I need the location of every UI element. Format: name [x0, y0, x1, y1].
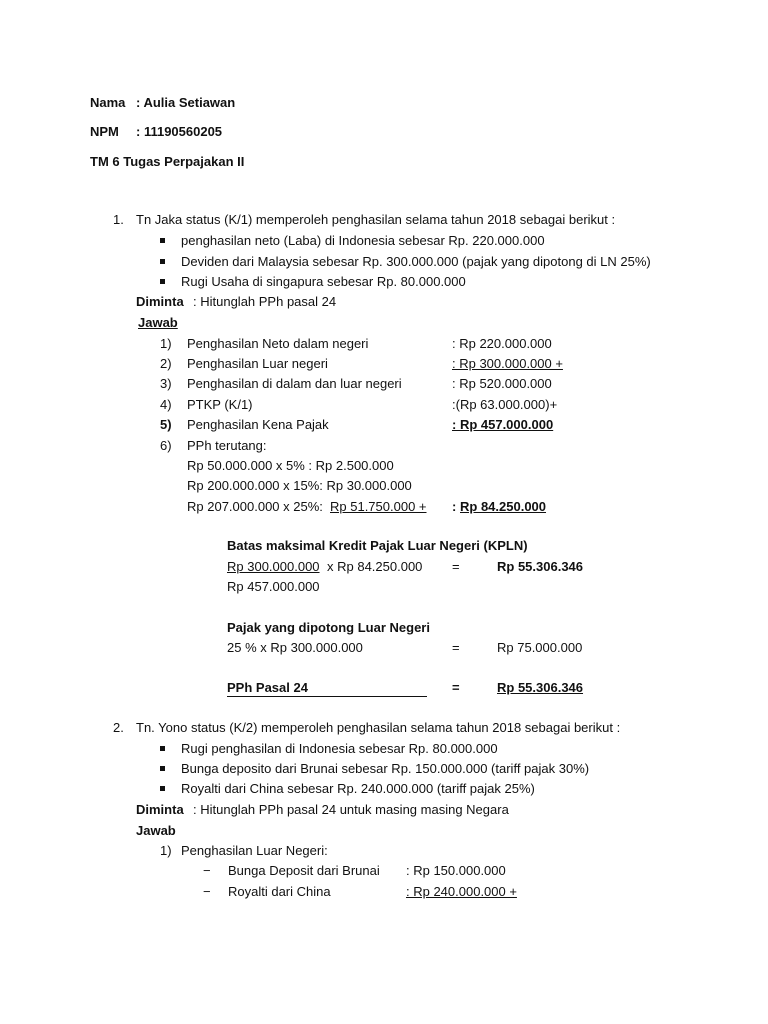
dipotong-eq: =: [452, 640, 460, 655]
nama-label: Nama: [90, 95, 126, 110]
kpln-title: Batas maksimal Kredit Pajak Luar Negeri (KPLN): [227, 538, 528, 553]
q1-step-num: 1): [160, 336, 172, 351]
q2-subitem-label: Bunga Deposit dari Brunai: [228, 863, 380, 878]
q1-step-num: 6): [160, 438, 172, 453]
q1-step-label: Penghasilan Neto dalam negeri: [187, 336, 369, 351]
q1-step-num: 5): [160, 417, 172, 432]
q2-step-num: 1): [160, 843, 172, 858]
q1-tax-total: Rp 84.250.000: [460, 499, 547, 514]
kpln-result: Rp 55.306.346: [497, 559, 584, 574]
q2-bullet-3: Royalti dari China sebesar Rp. 240.000.000 (tariff pajak 25%): [181, 781, 535, 796]
q1-prompt: Tn Jaka status (K/1) memperoleh penghasilan selama tahun 2018 sebagai berikut :: [136, 212, 616, 227]
q2-diminta-label: Diminta: [136, 802, 184, 817]
q1-step-value: : Rp 220.000.000: [452, 336, 552, 351]
dipotong-result: Rp 75.000.000: [497, 640, 583, 655]
pph24-label: PPh Pasal 24: [227, 680, 427, 697]
q1-bullet-3: Rugi Usaha di singapura sebesar Rp. 80.000.000: [181, 274, 466, 289]
q1-tax-total-colon: :: [452, 499, 457, 514]
q1-bullet-2: Deviden dari Malaysia sebesar Rp. 300.000.000 (pajak yang dipotong di LN 25%): [181, 254, 651, 269]
q2-subitem-value: : Rp 240.000.000 +: [406, 884, 517, 899]
q2-subitem-label: Royalti dari China: [228, 884, 331, 899]
kpln-denominator: Rp 457.000.000: [227, 579, 320, 594]
q2-diminta-text: : Hitunglah PPh pasal 24 untuk masing masing Negara: [193, 802, 509, 817]
q2-prompt: Tn. Yono status (K/2) memperoleh penghasilan selama tahun 2018 sebagai berikut :: [136, 720, 621, 735]
q1-number: 1.: [113, 212, 124, 227]
q1-step-label: Penghasilan di dalam dan luar negeri: [187, 376, 402, 391]
page-title: TM 6 Tugas Perpajakan II: [90, 154, 245, 169]
q1-bullet-1: penghasilan neto (Laba) di Indonesia sebesar Rp. 220.000.000: [181, 233, 545, 248]
q1-step-label: Penghasilan Kena Pajak: [187, 417, 329, 432]
q1-jawab-label: Jawab: [138, 315, 178, 330]
q1-step-value: : Rp 520.000.000: [452, 376, 552, 391]
q2-bullet-1: Rugi penghasilan di Indonesia sebesar Rp. 80.000.000: [181, 741, 498, 756]
bullet-icon: [160, 746, 165, 751]
bullet-icon: [160, 238, 165, 243]
q1-step-num: 2): [160, 356, 172, 371]
q1-step-value: : Rp 457.000.000: [452, 417, 554, 432]
q1-tax-line-prefix: Rp 207.000.000 x 25%:: [187, 499, 323, 514]
q1-step-value: :(Rp 63.000.000)+: [452, 397, 558, 412]
dipotong-title: Pajak yang dipotong Luar Negeri: [227, 620, 430, 635]
q1-diminta-label: Diminta: [136, 294, 184, 309]
dipotong-calc: 25 % x Rp 300.000.000: [227, 640, 363, 655]
q1-step-label: PPh terutang:: [187, 438, 267, 453]
q1-step-label: Penghasilan Luar negeri: [187, 356, 328, 371]
q1-diminta-text: : Hitunglah PPh pasal 24: [193, 294, 337, 309]
bullet-icon: [160, 279, 165, 284]
q1-step-num: 3): [160, 376, 172, 391]
kpln-eq: =: [452, 559, 460, 574]
q1-tax-line-amount: Rp 51.750.000 +: [330, 499, 427, 514]
npm-value: : 11190560205: [136, 124, 223, 139]
kpln-times: x Rp 84.250.000: [327, 559, 423, 574]
q1-step-num: 4): [160, 397, 172, 412]
q2-bullet-2: Bunga deposito dari Brunai sebesar Rp. 150.000.000 (tariff pajak 30%): [181, 761, 590, 776]
nama-value: : Aulia Setiawan: [136, 95, 236, 110]
kpln-numerator: Rp 300.000.000: [227, 559, 320, 574]
pph24-result: Rp 55.306.346: [497, 680, 584, 695]
dash-icon: −: [203, 884, 211, 899]
q2-jawab-label: Jawab: [136, 823, 176, 838]
q1-tax-line: Rp 200.000.000 x 15%: Rp 30.000.000: [187, 478, 412, 493]
q1-tax-line: Rp 50.000.000 x 5% : Rp 2.500.000: [187, 458, 394, 473]
bullet-icon: [160, 786, 165, 791]
q1-step-value: : Rp 300.000.000 +: [452, 356, 563, 371]
dash-icon: −: [203, 863, 211, 878]
q2-subitem-value: : Rp 150.000.000: [406, 863, 506, 878]
npm-label: NPM: [90, 124, 119, 139]
q2-step-label: Penghasilan Luar Negeri:: [181, 843, 328, 858]
q2-number: 2.: [113, 720, 124, 735]
q1-step-label: PTKP (K/1): [187, 397, 253, 412]
bullet-icon: [160, 259, 165, 264]
pph24-eq: =: [452, 680, 460, 695]
bullet-icon: [160, 766, 165, 771]
